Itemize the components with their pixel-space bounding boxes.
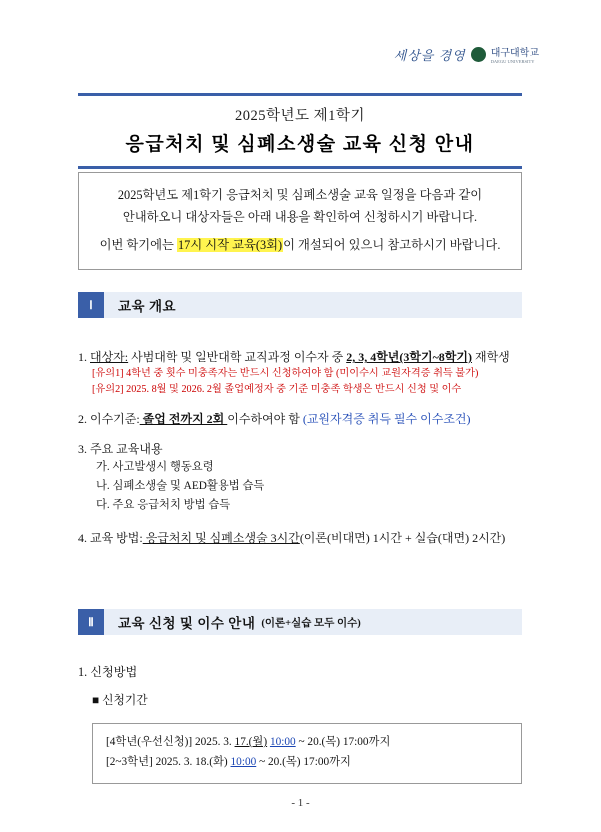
list-item	[78, 410, 528, 428]
section-1-number: Ⅰ	[78, 292, 104, 318]
notice-line-3	[93, 235, 507, 257]
section-heading-1	[78, 292, 522, 318]
item-2-label: 이수기준:	[90, 411, 140, 426]
notice-highlight: 17시 시작 교육(3회)	[178, 238, 283, 253]
list-item	[78, 440, 528, 516]
item-2-criteria: 졸업 전까지 2회	[139, 411, 228, 426]
item-3-label: 주요 교육내용	[90, 441, 163, 456]
section-2-note: (이론+실습 모두 이수)	[261, 617, 361, 629]
logo-university-name	[491, 44, 539, 64]
item-4-label: 교육 방법:	[90, 530, 143, 545]
title-subtitle: 2025학년도 제1학기	[235, 108, 365, 124]
section-1-body	[78, 348, 528, 547]
logo-univ-kr: 대구대학교	[490, 48, 539, 59]
list-item	[78, 529, 528, 547]
page-title: 응급처치 및 심폐소생술 교육 신청 안내	[125, 134, 475, 155]
date-row	[106, 753, 508, 773]
university-logo	[394, 44, 539, 64]
date-row-2-tail: ~ 20.(목) 17:00까지	[256, 755, 351, 768]
item-3-line	[78, 440, 528, 458]
apply-method-heading: 1. 신청방법	[78, 665, 138, 679]
application-period-box	[92, 723, 522, 784]
section-heading-2	[78, 609, 522, 635]
list-item	[78, 348, 528, 398]
section-2-body	[78, 663, 528, 717]
item-1-no: 1.	[78, 350, 87, 364]
date-row-1-tail: ~ 20.(목) 17:00까지	[295, 736, 391, 748]
section-2-title: 교육 신청 및 이수 안내	[118, 616, 256, 631]
notice-line-2: 안내하오니 대상자들은 아래 내용을 확인하여 신청하시기 바랍니다.	[122, 209, 478, 224]
item-3-sub-1: 가. 사고발생시 행동요령	[96, 460, 214, 473]
item-4-no: 4.	[78, 530, 87, 545]
item-3-sub-2: 나. 심폐소생술 및 AED활용법 습득	[96, 480, 265, 493]
item-1-note-2: [유의2] 2025. 8월 및 2026. 2월 졸업예정자 중 기준 미충족 학생은 반드시 신청 및 이수	[92, 383, 462, 395]
date-row-2-time: 10:00	[230, 755, 257, 768]
logo-script-text: 세상을 경영	[393, 47, 466, 63]
document-title-block	[78, 93, 522, 169]
item-4-text-post: (이론(비대면) 1시간 + 실습(대면) 2시간)	[299, 530, 506, 545]
item-3-sub-3: 다. 주요 응급처치 방법 습득	[96, 499, 231, 512]
page-footer: - 1 -	[291, 797, 310, 809]
date-row-2-label: [2~3학년] 2025. 3. 18.(화)	[106, 755, 231, 768]
section-1-title: 교육 개요	[118, 299, 177, 314]
item-3-no: 3.	[78, 441, 87, 456]
date-row-1-label: [4학년(우선신청)] 2025. 3.	[106, 736, 235, 748]
date-row-1-time: 10:00	[269, 736, 296, 748]
item-1-text-pre: 사범대학 및 일반대학 교직과정 이수자 중	[128, 350, 347, 364]
date-row-1-date: 17.(월)	[234, 736, 268, 748]
item-2-blue-note: (교원자격증 취득 필수 이수조건)	[302, 411, 471, 426]
item-2-text-post: 이수하여야 함	[227, 411, 303, 426]
notice-line-3-suffix: 이 개설되어 있으니 참고하시기 바랍니다.	[283, 238, 501, 253]
notice-line-1: 2025학년도 제1학기 응급처치 및 심폐소생술 교육 일정을 다음과 같이	[117, 188, 483, 202]
logo-univ-en: DAEGU UNIVERSITY	[490, 59, 535, 64]
item-1-note-1: [유의1] 4학년 중 횟수 미충족자는 반드시 신청하여야 함 (미이수시 교원자격증 취득 불가)	[92, 368, 479, 379]
item-1-line	[78, 348, 528, 366]
notice-box	[78, 172, 522, 270]
logo-emblem-icon	[471, 47, 486, 62]
item-1-grade: 2, 3, 4학년(3학기~8학기)	[346, 350, 472, 364]
item-1-label: 대상자:	[90, 350, 129, 364]
apply-period-bullet: ■ 신청기간	[92, 693, 148, 707]
section-2-number: Ⅱ	[78, 609, 104, 635]
item-2-line	[78, 410, 528, 428]
item-1-text-post: 재학생	[472, 350, 510, 364]
item-4-method: 응급처치 및 심폐소생술 3시간	[142, 530, 300, 545]
notice-line-3-prefix: 이번 학기에는	[99, 238, 178, 253]
date-row	[106, 733, 508, 753]
item-2-no: 2.	[78, 411, 87, 426]
item-4-line	[78, 529, 528, 547]
